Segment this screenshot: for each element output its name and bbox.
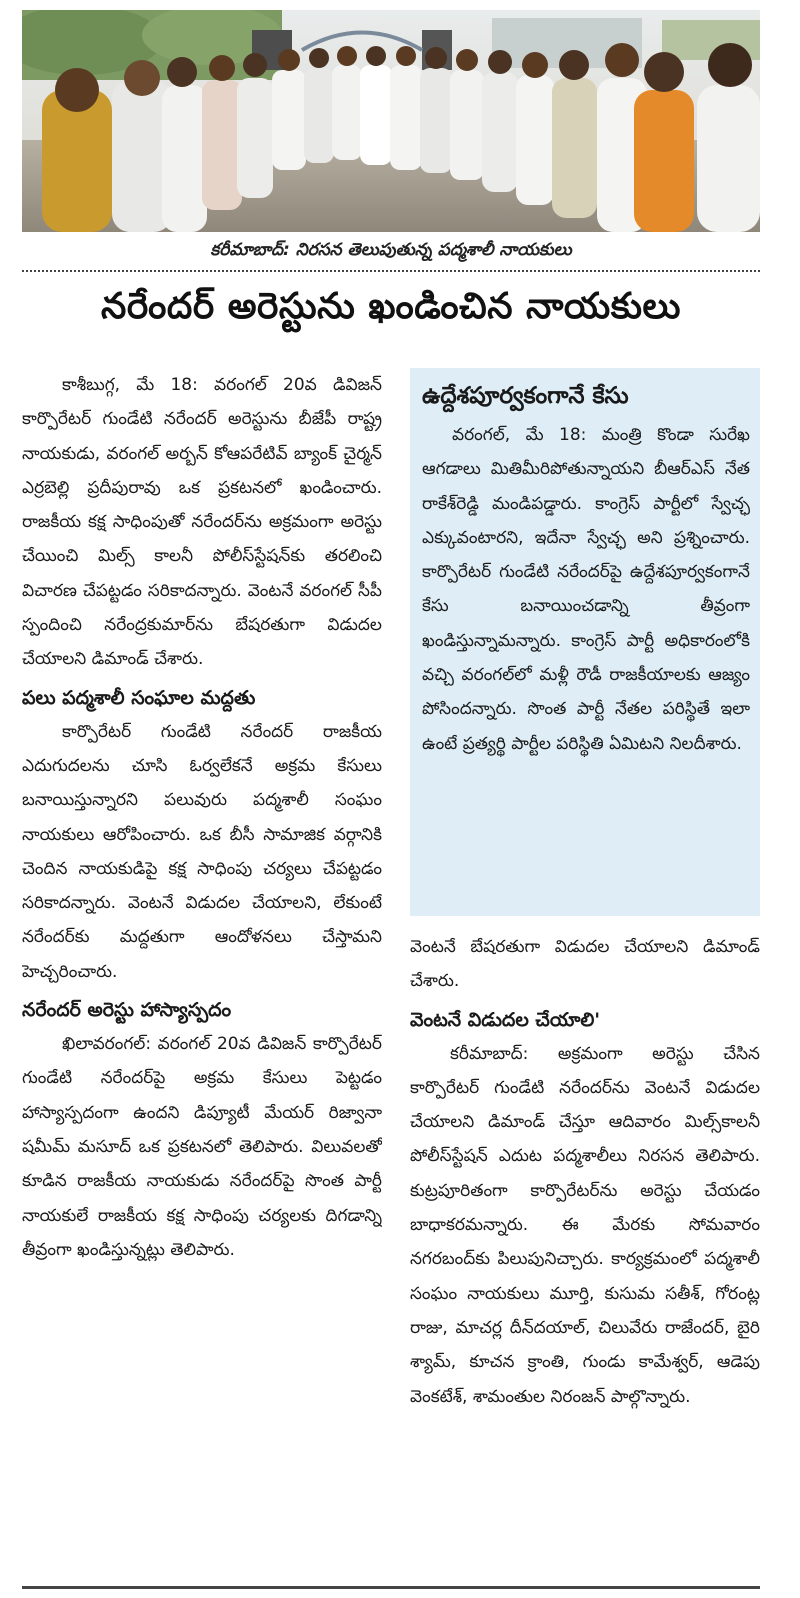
bottom-divider (22, 1586, 760, 1589)
subheading: పలు పద్మశాలీ సంఘాల మద్దతు (22, 686, 256, 709)
subheading: వెంటనే విడుదల చేయాలి' (410, 1008, 601, 1031)
right-column (410, 930, 760, 1573)
article-paragraph: కరీమాబాద్: అక్రమంగా అరెస్టు చేసిన కార్పొరేటర్ గుండేటి నరేందర్‌ను వెంటనే విడుదల చేయాలని డిమాండ్ చేస్తూ ఆదివారం మిల్స్‌కాలనీ పోలీస్‌స్టేషన్ ఎదుట పద్మశాలీలు నిరసన తెలిపారు. కుట్రపూరితంగా కార్పొరేటర్‌ను అరెస్టు చేయడం బాధాకరమన్నారు. ఈ మేరకు సోమవారం నగరబంద్‌కు పిలుపునిచ్చారు. కార్యక్రమంలో పద్మశాలీ సంఘం నాయకులు మూర్తి, కుసుమ సతీశ్, గోరంట్ల రాజు, మాచర్ల దీన్‌దయాల్, చిలువేరు రాజేందర్, బైరి శ్యామ్, కూచన క్రాంతి, గుండు కామేశ్వర్, ఆడెపు వెంకటేశ్, శామంతుల నిరంజన్ పాల్గొన్నారు. (410, 1043, 760, 1407)
news-photo (22, 10, 760, 232)
sidebar-box (410, 368, 760, 916)
left-column (22, 368, 382, 1573)
article-paragraph: కాశీబుగ్గ, మే 18: వరంగల్ 20వ డివిజన్ కార్పొరేటర్ గుండేటి నరేందర్ అరెస్టును బీజేపీ రాష్ట్ర నాయకుడు, వరంగల్ అర్బన్ కోఆపరేటివ్ బ్యాంక్ చైర్మన్ ఎర్రబెల్లి ప్రదీపురావు ఒక ప్రకటనలో ఖండించారు. రాజకీయ కక్ష సాధింపుతో నరేందర్‌ను అక్రమంగా అరెస్టు చేయించి మిల్స్ కాలనీ పోలీస్‌స్టేషన్‌కు తరలించి విచారణ చేపట్టడం సరికాదన్నారు. వెంటనే వరంగల్ సీపీ స్పందించి నరేంద్రకుమార్‌ను బేషరతుగా విడుదల చేయాలని డిమాండ్ చేశారు. (22, 375, 382, 670)
box-title: ఉద్దేశపూర్వకంగానే కేసు (422, 383, 629, 409)
subheading: నరేందర్ అరెస్టు హాస్యాస్పదం (22, 999, 232, 1022)
headline: నరేందర్ అరెస్టును ఖండించిన నాయకులు (101, 286, 681, 327)
article-paragraph: ఖిలావరంగల్: వరంగల్ 20వ డివిజన్ కార్పొరేటర్ గుండేటి నరేందర్‌పై అక్రమ కేసులు పెట్టడం హాస్యాస్పదంగా ఉందని డిప్యూటీ మేయర్ రిజ్వానా షమీమ్ మసూద్ ఒక ప్రకటనలో తెలిపారు. విలువలతో కూడిన రాజకీయ నాయకుడు నరేందర్‌పై సొంత పార్టీ నాయకులే రాజకీయ కక్ష సాధింపు చర్యలకు దిగడాన్ని తీవ్రంగా ఖండిస్తున్నట్లు తెలిపారు. (22, 1034, 382, 1260)
protest-group-photo (22, 10, 760, 232)
caption-divider (22, 270, 760, 272)
photo-caption: కరీమాబాద్: నిరసన తెలుపుతున్న పద్మశాలీ నాయకులు (210, 240, 572, 260)
continuation-paragraph: వెంటనే బేషరతుగా విడుదల చేయాలని డిమాండ్ చేశారు. (410, 937, 760, 992)
box-paragraph: వరంగల్, మే 18: మంత్రి కొండా సురేఖ ఆగడాలు మితిమీరిపోతున్నాయని బీఆర్ఎస్ నేత రాకేశ్‌రెడ్డి మండిపడ్డారు. కాంగ్రెస్ పార్టీలో స్వేచ్ఛ ఎక్కువంటారని, ఇదేనా స్వేచ్ఛ అని ప్రశ్నించారు. కార్పొరేటర్ గుండేటి నరేందర్‌పై ఉద్దేశపూర్వకంగానే కేసు బనాయించడాన్ని తీవ్రంగా ఖండిస్తున్నామన్నారు. కాంగ్రెస్ పార్టీ అధికారంలోకి వచ్చి వరంగల్‌లో మళ్లీ రౌడీ రాజకీయాలకు ఆజ్యం పోసిందన్నారు. సొంత పార్టీ నేతల పరిస్థితే ఇలా ఉంటే ప్రత్యర్థి పార్టీల పరిస్థితి ఏమిటని నిలదీశారు. (422, 425, 750, 754)
article-paragraph: కార్పొరేటర్ గుండేటి నరేందర్ రాజకీయ ఎదుగుదలను చూసి ఓర్వలేకనే అక్రమ కేసులు బనాయిస్తున్నారని పలువురు పద్మశాలీ సంఘం నాయకులు ఆరోపించారు. ఒక బీసీ సామాజిక వర్గానికి చెందిన నాయకుడిపై కక్ష సాధింపు చర్యలు చేపట్టడం సరికాదన్నారు. వెంటనే విడుదల చేయాలని, లేకుంటే నరేందర్‌కు మద్దతుగా ఆందోళనలు చేస్తామని హెచ్చరించారు. (22, 721, 382, 982)
